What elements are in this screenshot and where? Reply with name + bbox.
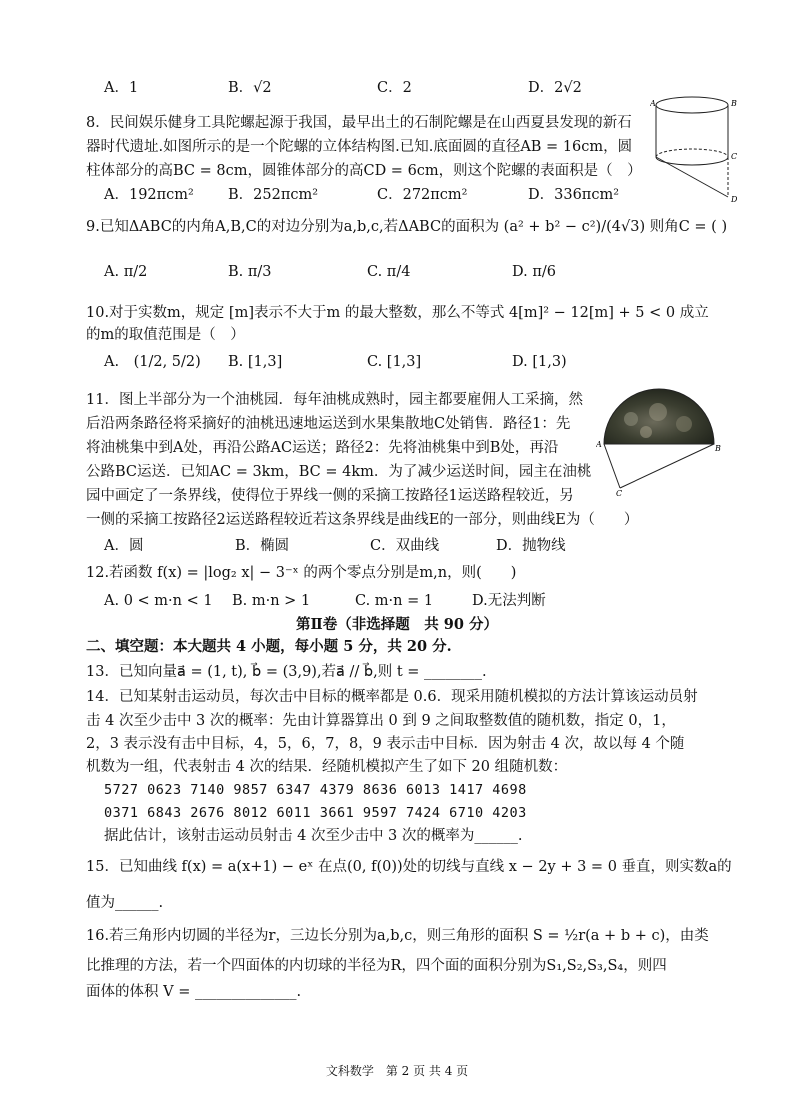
q10-line-1: 10.对于实数m，规定 [m]表示不大于m 的最大整数，那么不等式 4[m]² − 12[m] + 5 < 0 成立 [86, 305, 709, 321]
gyro-label-c: C [731, 152, 738, 161]
fill-in-heading: 二、填空题：本大题共 4 小题，每小题 5 分，共 20 分. [86, 638, 452, 655]
q8-option-c: C．272πcm² [377, 187, 468, 203]
gyro-label-d: D [731, 195, 738, 204]
q7-option-a: A．1 [104, 80, 139, 96]
q12-option-d: D.无法判断 [472, 593, 546, 609]
q14-line-1: 14．已知某射击运动员，每次击中目标的概率都是 0.6．现采用随机模拟的方法计算该运动员射 [86, 689, 698, 705]
q14-line-3: 2，3 表示没有击中目标，4，5，6，7，8，9 表示击中目标．因为射击 4 次，故以每 4 个随 [86, 736, 685, 752]
q12-option-b: B. m·n > 1 [232, 593, 311, 609]
q14-random-row-1: 5727 0623 7140 9857 6347 4379 8636 6013 1417 4698 [104, 782, 527, 798]
q11-line-2: 后沿两条路径将采摘好的油桃迅速地运送到水果集散地C处销售．路径1：先 [86, 416, 571, 432]
q11-line-3: 将油桃集中到A处，再沿公路AC运送；路径2：先将油桃集中到B处，再沿 [86, 440, 559, 456]
q11-line-1: 11．图上半部分为一个油桃园．每年油桃成熟时，园主都要雇佣人工采摘，然 [86, 392, 583, 408]
orchard-label-b: B [715, 444, 721, 453]
orchard-label-a: A [596, 440, 602, 449]
q10-line-2: 的m的取值范围是（ ） [86, 327, 245, 343]
q8-option-d: D．336πcm² [528, 187, 620, 203]
q7-option-b: B．√2 [228, 80, 272, 96]
q9-option-b: B. π/3 [228, 264, 272, 280]
q10-option-a: A. (1/2, 5/2) [104, 354, 201, 370]
q9-option-a: A. π/2 [104, 264, 148, 280]
q11-line-6: 一侧的采摘工按路径2运送路程较近若这条界线是曲线E的一部分，则曲线E为（ ） [86, 512, 639, 528]
q12-option-c: C. m·n = 1 [355, 593, 434, 609]
section-ii-title: 第Ⅱ卷（非选择题 共 90 分） [296, 616, 498, 633]
q10-option-b: B. [1,3] [228, 354, 283, 370]
q16-line-3: 面体的体积 V = ______________. [86, 984, 302, 1000]
q11-option-b: B．椭圆 [235, 538, 290, 554]
q14-line-4: 机数为一组，代表射击 4 次的结果．经随机模拟产生了如下 20 组随机数： [86, 759, 568, 775]
q10-option-c: C. [1,3] [367, 354, 422, 370]
q7-option-c: C．2 [377, 80, 412, 96]
q11-option-c: C．双曲线 [370, 538, 440, 554]
q9-option-c: C. π/4 [367, 264, 411, 280]
q7-option-d: D．2√2 [528, 80, 582, 96]
q8-option-b: B．252πcm² [228, 187, 319, 203]
q10-option-d: D. [1,3) [512, 354, 567, 370]
q9-line: 9.已知ΔABC的内角A,B,C的对边分别为a,b,c,若ΔABC的面积为 (a² + b² − c²)/(4√3) 则角C = ( ) [86, 219, 728, 235]
q11-line-4: 公路BC运送．已知AC = 3km，BC = 4km．为了减少运送时间，园主在油桃 [86, 464, 592, 480]
q11-line-5: 园中画定了一条界线，使得位于界线一侧的采摘工按路径1运送路程较近，另 [86, 488, 574, 504]
gyro-label-a: A [650, 99, 656, 108]
q11-option-a: A．圆 [104, 538, 144, 554]
q14-random-row-2: 0371 6843 2676 8012 6011 3661 9597 7424 6710 4203 [104, 805, 527, 821]
page-footer: 文科数学 第 2 页 共 4 页 [325, 1064, 469, 1078]
q8-line-1: 8．民间娱乐健身工具陀螺起源于我国，最早出土的石制陀螺是在山西夏县发现的新石 [86, 115, 632, 131]
q13-line: 13．已知向量a⃗ = (1, t), b⃗ = (3,9),若a⃗ // b⃗,则 t = ________. [86, 664, 487, 680]
q15-line-2: 值为______. [86, 895, 164, 911]
orchard-figure [596, 384, 722, 498]
q16-line-1: 16.若三角形内切圆的半径为r，三边长分别为a,b,c，则三角形的面积 S = ½r(a + b + c)，由类 [86, 928, 709, 944]
q11-option-d: D．抛物线 [496, 538, 566, 554]
q16-line-2: 比推理的方法，若一个四面体的内切球的半径为R，四个面的面积分别为S₁,S₂,S₃,S₄，则四 [86, 958, 667, 974]
q12-line: 12.若函数 f(x) = |log₂ x| − 3⁻ˣ 的两个零点分别是m,n，则( ) [86, 565, 517, 581]
orchard-label-c: C [616, 489, 623, 498]
q14-last-line: 据此估计，该射击运动员射击 4 次至少击中 3 次的概率为______. [104, 828, 523, 844]
q12-option-a: A. 0 < m·n < 1 [104, 593, 213, 609]
q8-line-2: 器时代遗址.如图所示的是一个陀螺的立体结构图.已知.底面圆的直径AB = 16cm，圆 [86, 139, 633, 155]
q9-option-d: D. π/6 [512, 264, 556, 280]
q14-line-2: 击 4 次至少击中 3 次的概率：先由计算器算出 0 到 9 之间取整数值的随机数，指定 0，1， [86, 713, 676, 729]
q15-line-1: 15．已知曲线 f(x) = a(x+1) − eˣ 在点(0, f(0))处的切线与直线 x − 2y + 3 = 0 垂直，则实数a的 [86, 859, 732, 875]
q8-option-a: A．192πcm² [104, 187, 194, 203]
q8-line-3: 柱体部分的高BC = 8cm，圆锥体部分的高CD = 6cm，则这个陀螺的表面积是（ ） [86, 163, 642, 179]
gyro-label-b: B [731, 99, 737, 108]
gyro-figure [650, 95, 742, 207]
